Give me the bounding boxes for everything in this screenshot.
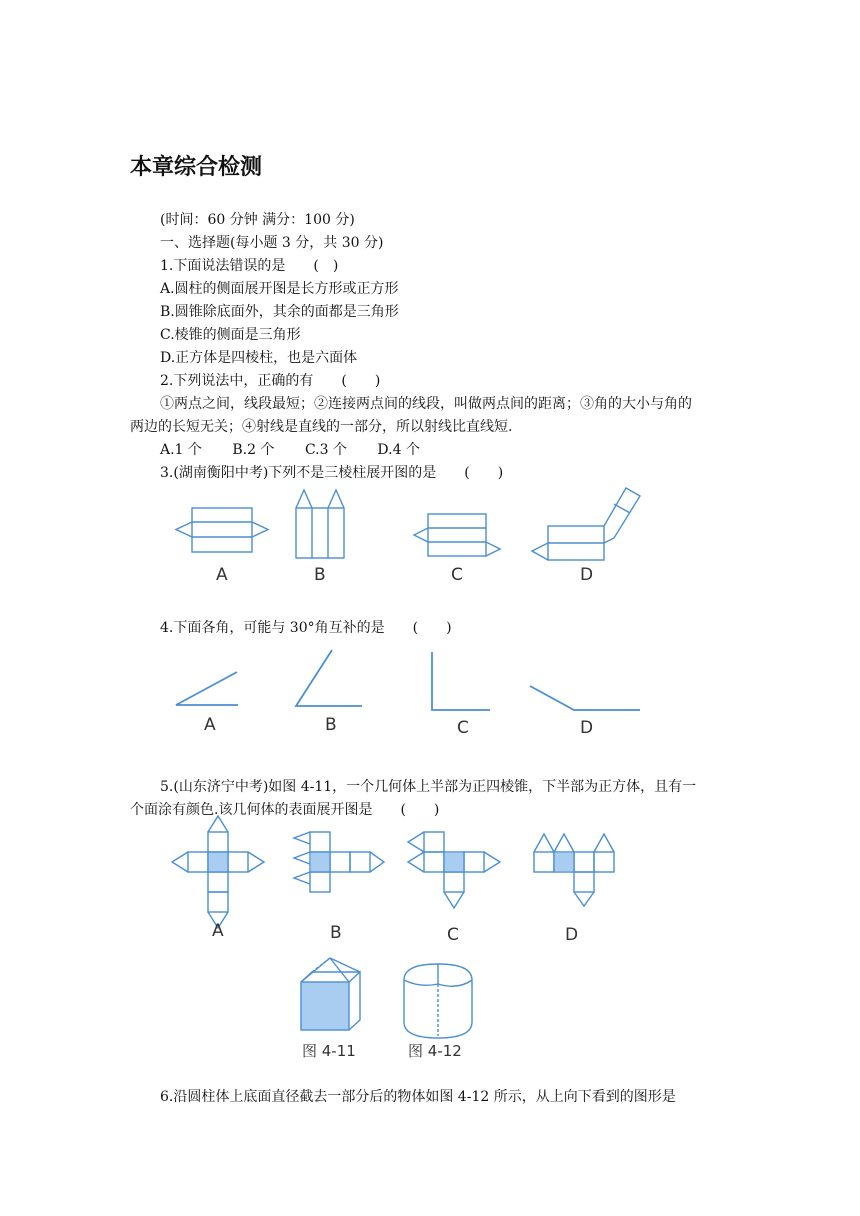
q4-label-a: A <box>204 715 216 735</box>
q3-net-d <box>532 488 640 560</box>
q3-net-c <box>414 514 500 556</box>
q1-option-d: D.正方体是四棱柱，也是六面体 <box>160 350 358 366</box>
q3-figure <box>0 486 860 596</box>
q5-stem-line1: 5.(山东济宁中考)如图 4-11，一个几何体上半部为正四棱锥，下半部为正方体，且有一 <box>160 779 697 795</box>
q4-stem: 4.下面各角，可能与 30°角互补的是 ( ) <box>160 620 452 636</box>
q5-net-c <box>408 832 500 908</box>
q2-option-c: C.3 个 <box>304 442 347 458</box>
q3-label-c: C <box>451 565 463 585</box>
q3-stem: 3.(湖南衡阳中考)下列不是三棱柱展开图的是 ( ) <box>160 465 504 481</box>
q4-angle-d <box>530 686 640 710</box>
q3-label-b: B <box>314 565 326 585</box>
q5-label-a: A <box>212 921 224 941</box>
q4-label-d: D <box>580 718 594 738</box>
q2-option-a: A.1 个 <box>160 442 202 458</box>
q2-option-d: D.4 个 <box>377 442 420 458</box>
q6-stem-line1: 6.沿圆柱体上底面直径截去一部分后的物体如图 4-12 所示，从上向下看到的图形是 <box>160 1089 676 1105</box>
q3-label-d: D <box>580 565 594 585</box>
q4-angle-a <box>176 672 238 705</box>
q1-stem: 1.下面说法错误的是 ( ) <box>160 258 339 274</box>
q1-option-c: C.棱锥的侧面是三角形 <box>160 327 301 343</box>
q2-option-b: B.2 个 <box>232 442 275 458</box>
q2-body-line2: 两边的长短无关；④射线是直线的一部分，所以射线比直线短. <box>130 419 513 435</box>
q4-label-c: C <box>457 718 469 738</box>
chapter-title: 本章综合检测 <box>130 155 263 180</box>
q5-net-a <box>172 816 264 928</box>
exam-meta: (时间：60 分钟 满分：100 分) <box>160 212 355 228</box>
solid-figures <box>0 952 860 1072</box>
q3-label-a: A <box>216 565 228 585</box>
q5-figure <box>0 822 860 952</box>
q2-options <box>160 440 446 460</box>
q4-label-b: B <box>325 715 337 735</box>
caption-4-12: 图 4-12 <box>408 1042 462 1060</box>
q2-body-line1: ①两点之间，线段最短；②连接两点间的线段，叫做两点间的距离；③角的大小与角的 <box>160 396 692 412</box>
q4-angle-b <box>296 650 362 706</box>
q3-net-a <box>176 508 268 552</box>
q5-label-b: B <box>330 923 342 943</box>
caption-4-11: 图 4-11 <box>302 1042 356 1060</box>
q5-net-d <box>534 834 614 906</box>
q1-option-a: A.圆柱的侧面展开图是长方形或正方形 <box>160 281 399 297</box>
figure-4-12 <box>404 964 472 1038</box>
q1-option-b: B.圆锥除底面外，其余的面都是三角形 <box>160 304 399 320</box>
q4-figure <box>0 642 860 742</box>
q5-label-d: D <box>565 925 579 945</box>
q4-angle-c <box>432 652 490 710</box>
q3-net-b <box>296 490 344 558</box>
q5-label-c: C <box>447 925 459 945</box>
figure-4-11 <box>301 958 360 1030</box>
q2-stem: 2.下列说法中，正确的有 ( ) <box>160 373 381 389</box>
section-heading: 一、选择题(每小题 3 分，共 30 分) <box>160 235 384 251</box>
q5-net-b <box>294 832 384 892</box>
q5-stem-line2: 个面涂有颜色.该几何体的表面展开图是 ( ) <box>130 802 440 818</box>
